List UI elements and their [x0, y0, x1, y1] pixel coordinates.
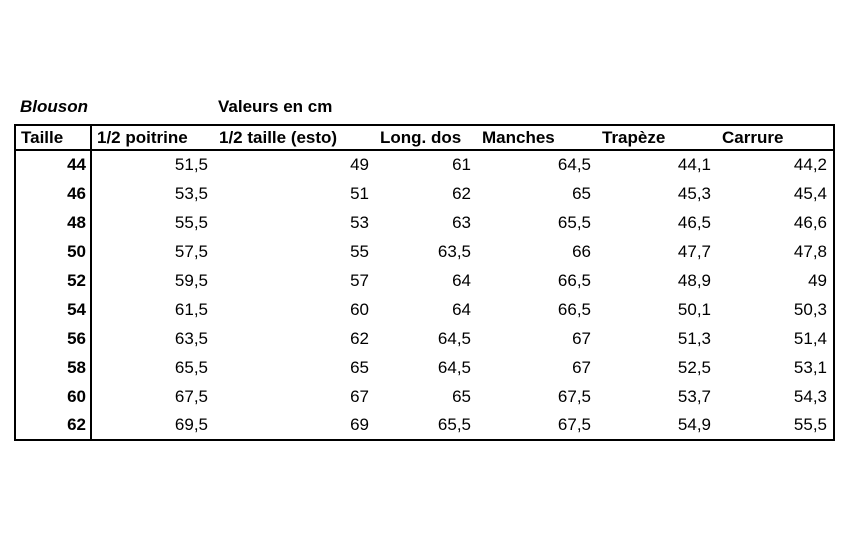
size-cell: 56	[15, 324, 91, 353]
value-cell: 52,5	[677, 357, 711, 377]
value-cell: 66,5	[557, 299, 591, 319]
column-header-2: 1/2 taille (esto)	[219, 127, 338, 147]
value-cell: 47,7	[677, 241, 711, 261]
value-cell: 67	[572, 328, 591, 348]
value-cell: 63	[452, 212, 471, 232]
value-cell: 48,9	[677, 270, 711, 290]
value-cell: 55,5	[174, 212, 208, 232]
value-cell: 66,5	[557, 270, 591, 290]
value-cell: 50,3	[793, 299, 827, 319]
size-cell: 62	[15, 411, 91, 440]
size-cell: 50	[15, 237, 91, 266]
value-cell: 66	[572, 241, 591, 261]
value-cell: 55,5	[793, 415, 827, 434]
value-cell: 65	[452, 386, 471, 406]
value-cell: 53,1	[793, 357, 827, 377]
value-cell: 62	[452, 183, 471, 203]
value-cell: 69	[350, 415, 369, 434]
value-cell: 57	[350, 270, 369, 290]
value-cell: 65	[572, 183, 591, 203]
size-cell: 52	[15, 266, 91, 295]
value-cell: 60	[350, 299, 369, 319]
column-header-1: 1/2 poitrine	[97, 127, 188, 147]
size-cell: 48	[15, 208, 91, 237]
column-header-0: Taille	[15, 125, 91, 150]
value-cell: 65,5	[437, 415, 471, 434]
table-row	[15, 411, 834, 440]
value-cell: 49	[808, 270, 827, 290]
size-cell: 60	[15, 382, 91, 411]
value-cell: 64,5	[437, 357, 471, 377]
table-row	[15, 266, 834, 295]
column-header-4: Manches	[482, 127, 555, 147]
value-cell: 44,2	[793, 155, 827, 174]
table-row	[15, 295, 834, 324]
table-row	[15, 179, 834, 208]
column-header-5: Trapèze	[602, 127, 666, 147]
value-cell: 47,8	[793, 241, 827, 261]
units-label: Valeurs en cm	[218, 97, 333, 116]
value-cell: 46,6	[793, 212, 827, 232]
value-cell: 64	[452, 270, 471, 290]
value-cell: 53	[350, 212, 369, 232]
table-row	[15, 353, 834, 382]
table-row	[15, 324, 834, 353]
table-row	[15, 382, 834, 411]
table-row	[15, 237, 834, 266]
value-cell: 55	[350, 241, 369, 261]
value-cell: 63,5	[174, 328, 208, 348]
value-cell: 54,3	[793, 386, 827, 406]
value-cell: 67	[572, 357, 591, 377]
table-title: Blouson	[20, 97, 88, 116]
value-cell: 64	[452, 299, 471, 319]
value-cell: 51	[350, 183, 369, 203]
column-header-6: Carrure	[722, 127, 784, 147]
value-cell: 67,5	[557, 386, 591, 406]
value-cell: 45,3	[677, 183, 711, 203]
value-cell: 67,5	[174, 386, 208, 406]
value-cell: 54,9	[677, 415, 711, 434]
value-cell: 53,7	[677, 386, 711, 406]
column-header-3: Long. dos	[380, 127, 462, 147]
value-cell: 59,5	[174, 270, 208, 290]
value-cell: 64,5	[557, 155, 591, 174]
value-cell: 45,4	[793, 183, 827, 203]
size-cell: 54	[15, 295, 91, 324]
value-cell: 67	[350, 386, 369, 406]
value-cell: 49	[350, 155, 369, 174]
value-cell: 67,5	[557, 415, 591, 434]
value-cell: 51,3	[677, 328, 711, 348]
value-cell: 61,5	[174, 299, 208, 319]
value-cell: 46,5	[677, 212, 711, 232]
size-cell: 46	[15, 179, 91, 208]
table-row	[15, 150, 834, 179]
value-cell: 50,1	[677, 299, 711, 319]
value-cell: 65,5	[557, 212, 591, 232]
header-row	[15, 125, 834, 150]
value-cell: 62	[350, 328, 369, 348]
table-row	[15, 208, 834, 237]
value-cell: 51,4	[793, 328, 827, 348]
value-cell: 65,5	[174, 357, 208, 377]
size-cell: 44	[15, 150, 91, 179]
value-cell: 44,1	[677, 155, 711, 174]
size-cell: 58	[15, 353, 91, 382]
size-table	[14, 124, 835, 441]
value-cell: 69,5	[174, 415, 208, 434]
value-cell: 57,5	[174, 241, 208, 261]
value-cell: 61	[452, 155, 471, 174]
value-cell: 53,5	[174, 183, 208, 203]
value-cell: 63,5	[437, 241, 471, 261]
value-cell: 51,5	[174, 155, 208, 174]
value-cell: 64,5	[437, 328, 471, 348]
value-cell: 65	[350, 357, 369, 377]
